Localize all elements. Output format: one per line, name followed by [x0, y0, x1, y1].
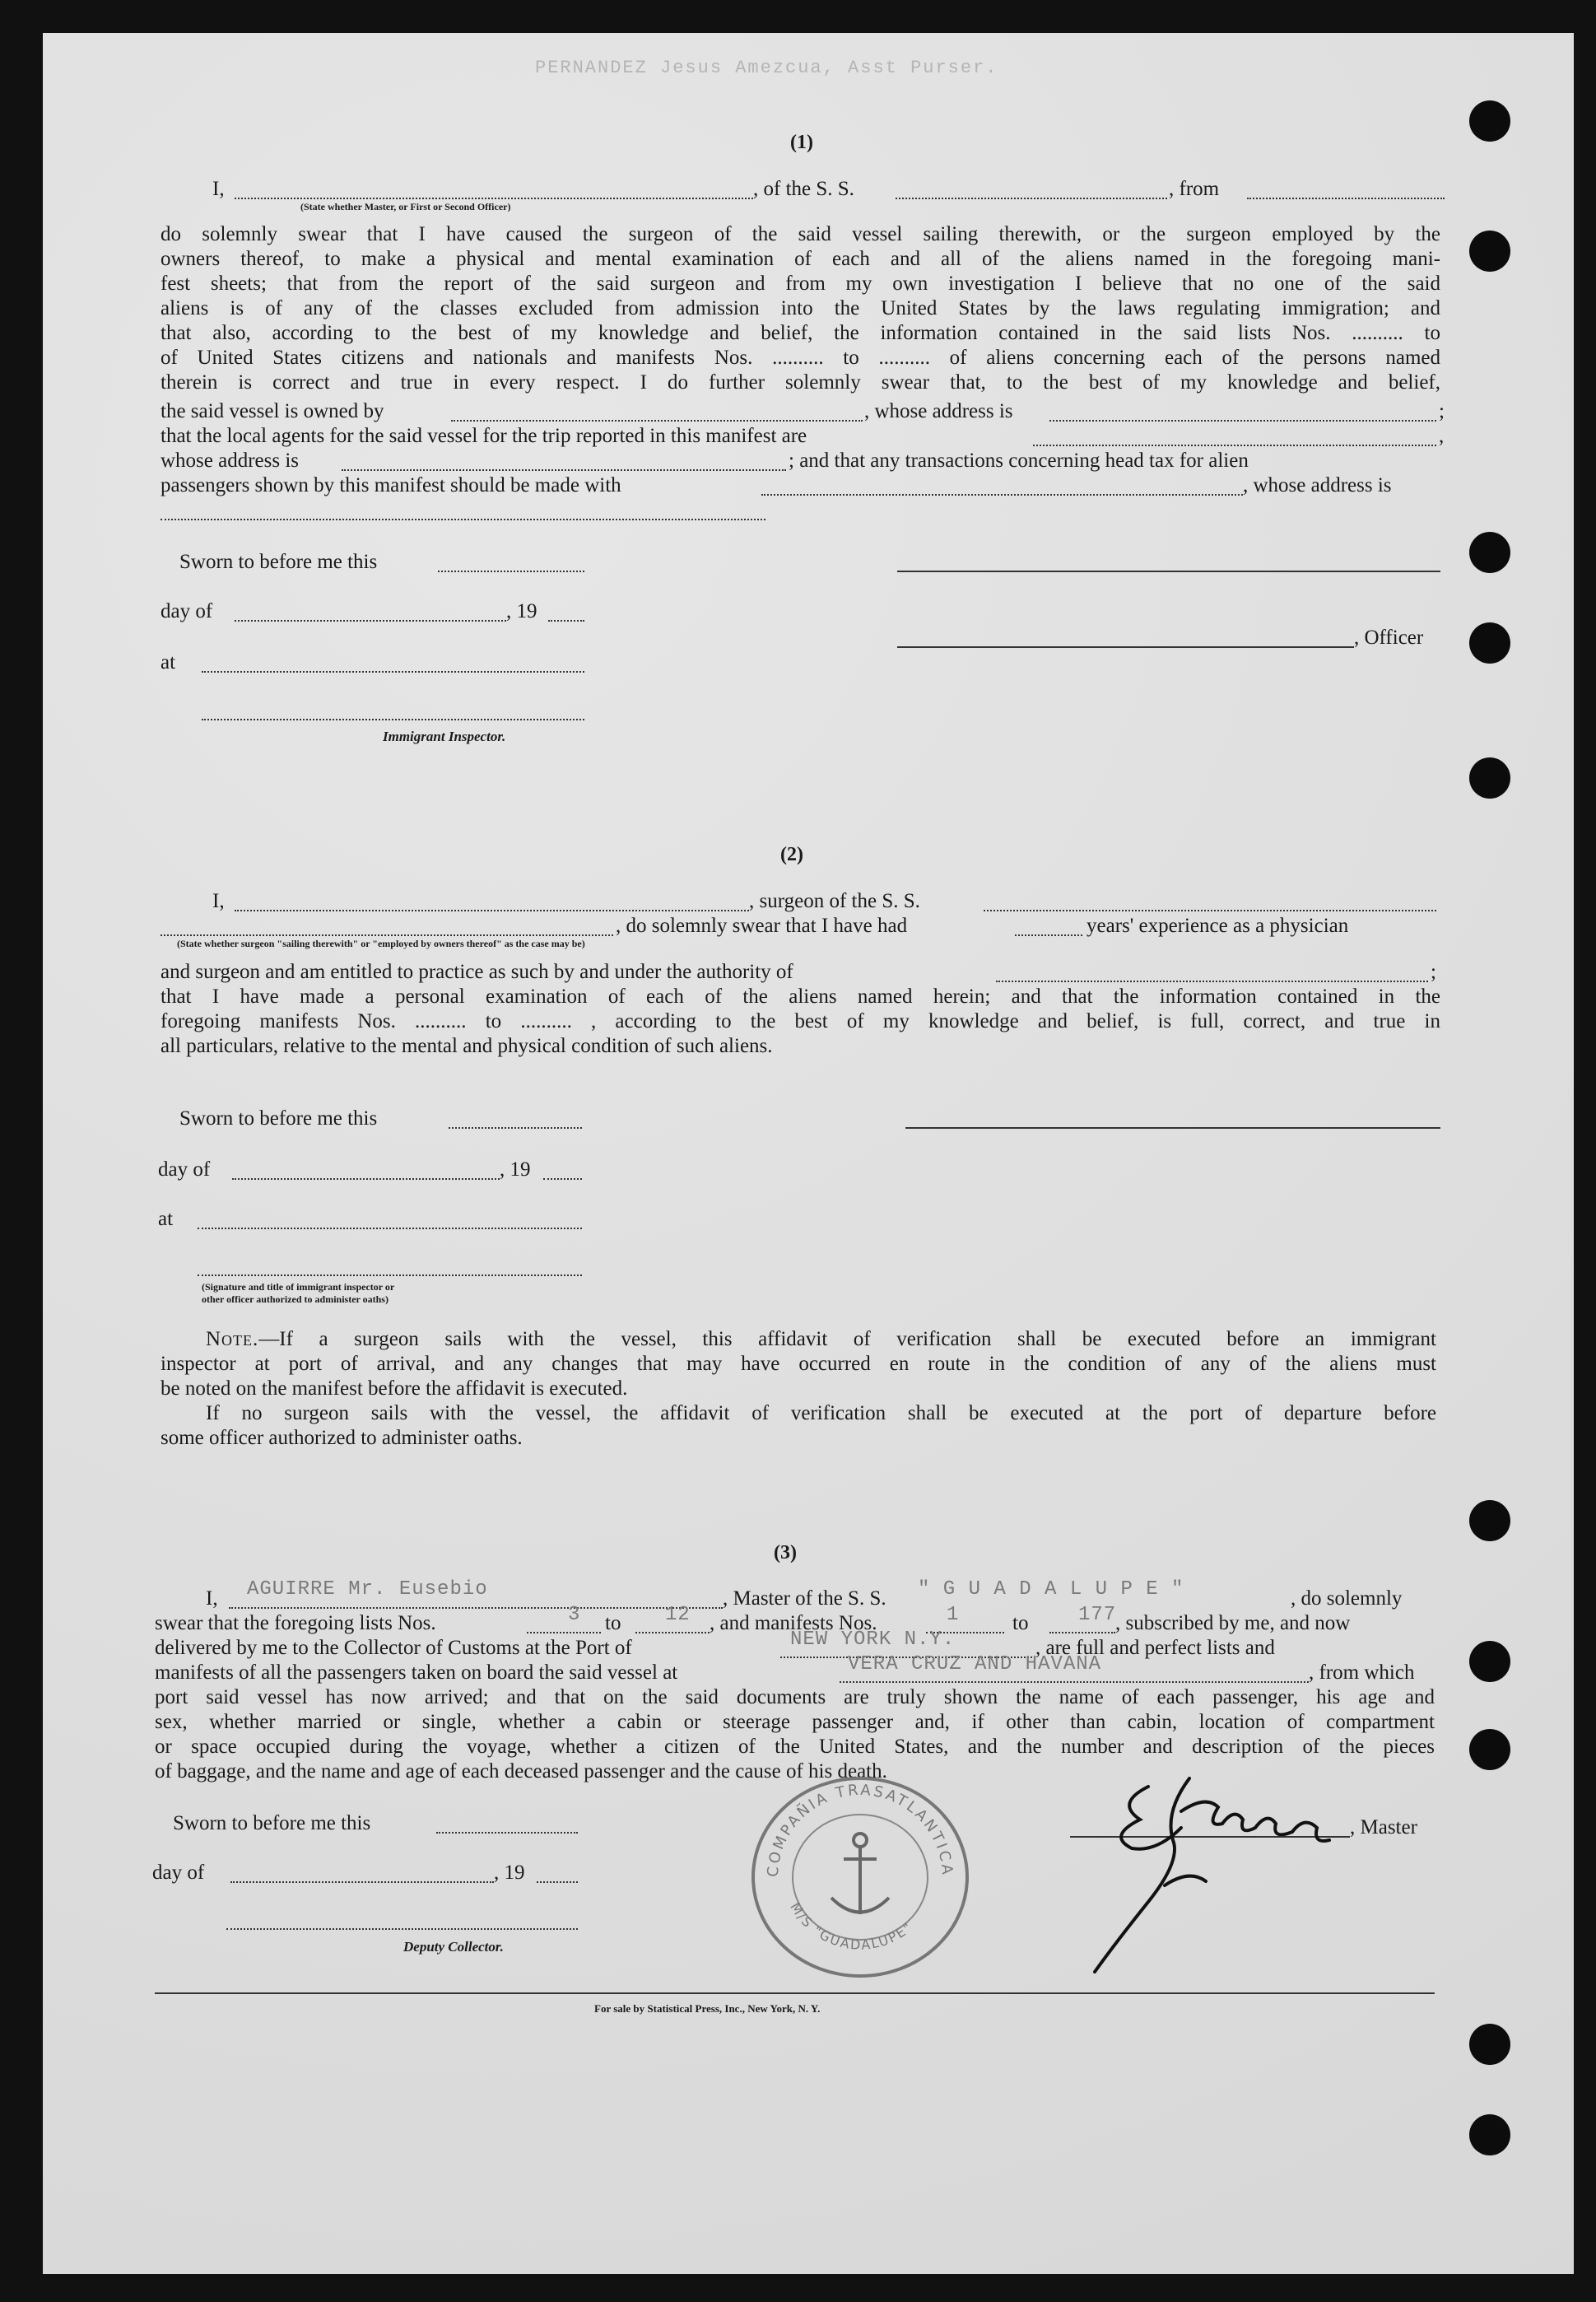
bleed-through-text: PERNANDEZ Jesus Amezcua, Asst Purser. [535, 58, 998, 78]
s1-comma: , [1439, 425, 1445, 447]
note-line: some officer authorized to administer oaths. [161, 1427, 523, 1449]
s2-line: foregoing manifests Nos. .......... to .......... , according to the best of my knowledge and belief, is full, correct, and true in [161, 1010, 1440, 1032]
note-line [161, 1401, 1436, 1426]
s3-19: , 19 [494, 1862, 525, 1884]
s2-line: that I have made a personal examination of each of the aliens named herein; and that the information contained in the [161, 986, 1440, 1008]
stamp-bottom-text: M/S "GUADALUPE" [787, 1899, 916, 1953]
s3-lists-from-blank [527, 1632, 601, 1633]
s2-inspector-line [198, 1274, 582, 1276]
s3-delivered: delivered by me to the Collector of Customs at the Port of [155, 1637, 632, 1659]
s1-line: do solemnly swear that I have caused the surgeon of the said vessel sailing therewith, or the surgeon employed by the [161, 223, 1440, 245]
s1-19: , 19 [506, 600, 537, 622]
s2-I-label: I, [212, 890, 225, 912]
note-line: be noted on the manifest before the affidavit is executed. [161, 1377, 628, 1400]
s1-line: of United States citizens and nationals and manifests Nos. .......... to .......... of aliens concerning each of the persons named [161, 347, 1440, 369]
s2-line: and surgeon and am entitled to practice as such by and under the authority of [161, 961, 793, 983]
s3-name-blank [229, 1607, 723, 1609]
s3-lists-to: 12 [665, 1604, 691, 1626]
note-paragraph [161, 1327, 1436, 1401]
s3-ports-from: VERA CRUZ AND HAVANA [848, 1653, 1102, 1675]
s3-ports-blank [840, 1681, 1309, 1683]
punch-hole [1469, 1641, 1510, 1682]
s1-headtax-blank [761, 494, 1243, 496]
s1-owner-address-blank [1049, 420, 1436, 422]
s1-oath-text [161, 222, 1440, 395]
s3-master: , Master [1350, 1816, 1417, 1838]
punch-hole [1469, 1729, 1510, 1770]
s1-ship-blank [896, 198, 1167, 199]
s1-sworn: Sworn to before me this [179, 551, 378, 573]
s1-at-blank [202, 671, 584, 673]
s2-sworn: Sworn to before me this [179, 1107, 378, 1130]
s1-line: therein is correct and true in every respect. I do further solemnly swear that, to the best of my knowledge and belief, [161, 371, 1440, 394]
s3-man-to-blank [1049, 1632, 1115, 1633]
punch-hole [1469, 2024, 1510, 2065]
s1-officer-line [897, 646, 1354, 648]
s1-line: fest sheets; that from the report of the said surgeon and from my own investigation I believe that no one of the said [161, 273, 1440, 295]
s2-day-of: day of [158, 1158, 211, 1181]
s3-to: to [605, 1612, 621, 1634]
s3-deputy: Deputy Collector. [403, 1939, 504, 1955]
s3-oath-text [155, 1685, 1435, 1759]
note-text: —If a surgeon sails with the vessel, this affidavit of verification shall be executed before an immigrant [258, 1328, 1436, 1350]
s3-sworn: Sworn to before me this [173, 1812, 371, 1834]
s2-state-note: (State whether surgeon "sailing therewith" or "employed by owners thereof" as the case may be) [177, 938, 585, 949]
s2-years-blank [1015, 934, 1082, 936]
s1-at: at [161, 651, 176, 673]
s1-from-blank [1247, 198, 1445, 199]
s3-day-blank [230, 1881, 494, 1883]
s1-agents-blank [1033, 445, 1436, 446]
s1-signature-line [897, 571, 1440, 572]
note-paragraph-2 [161, 1401, 1436, 1451]
s3-lists-to-blank [635, 1632, 710, 1633]
s3-do-solemnly: , do solemnly [1291, 1587, 1403, 1610]
section-2-number: (2) [780, 844, 803, 865]
punch-hole [1469, 231, 1510, 272]
s1-headtax-address-blank [161, 519, 765, 520]
s1-from: , from [1169, 178, 1220, 200]
punch-hole [1469, 100, 1510, 142]
s1-line: that also, according to the best of my knowledge and belief, the information contained in the said lists Nos. .......... to [161, 322, 1440, 344]
s3-line: or space occupied during the voyage, whether a citizen of the United States, and the number and description of the pieces [155, 1736, 1435, 1758]
s2-sig-note-1: (Signature and title of immigrant inspector or [202, 1281, 395, 1293]
note-line [161, 1327, 1436, 1352]
s1-line: owners thereof, to make a physical and mental examination of each and all of the aliens named in the foregoing mani- [161, 248, 1440, 270]
stamp-top-text: COMPAÑIA TRASATLANTICA [764, 1781, 956, 1878]
s2-sig-note-2: other officer authorized to administer oaths) [202, 1293, 389, 1305]
punch-hole [1469, 757, 1510, 799]
s1-state-note: (State whether Master, or First or Second Officer) [300, 201, 511, 212]
section-3-number: (3) [774, 1542, 797, 1563]
s2-at: at [158, 1208, 174, 1230]
s2-do-swear: , do solemnly swear that I have had [616, 915, 908, 937]
s1-line: aliens is of any of the classes excluded from admission into the United States by the laws regulating immigration; and [161, 297, 1440, 319]
s1-agents-address-blank [342, 469, 786, 471]
s1-officer: , Officer [1354, 627, 1424, 649]
s1-semicolon: ; [1439, 400, 1445, 422]
s3-man-from: 1 [947, 1604, 960, 1626]
s2-line: all particulars, relative to the mental and physical condition of such aliens. [161, 1035, 773, 1057]
s3-lists-from: 3 [568, 1604, 581, 1626]
s1-passengers: passengers shown by this manifest should be made with [161, 474, 621, 496]
s1-whose-address-2: whose address is [161, 450, 300, 472]
s2-ship-blank [984, 910, 1436, 911]
s1-officer-blank [235, 198, 753, 199]
section-1-number: (1) [790, 132, 813, 153]
s2-years: years' experience as a physician [1086, 915, 1349, 937]
s1-owner-blank [451, 420, 863, 422]
punch-hole [1469, 2114, 1510, 2155]
punch-hole [1469, 532, 1510, 573]
s1-year-blank [548, 620, 584, 622]
s2-status-blank [161, 934, 613, 936]
s3-to-2: to [1012, 1612, 1029, 1634]
s3-and-manifests: , and manifests Nos. [710, 1612, 877, 1634]
s2-day-blank [232, 1178, 500, 1180]
printer-footer: For sale by Statistical Press, Inc., New York, N. Y. [594, 2002, 821, 2015]
s3-last-line: of baggage, and the name and age of each deceased passenger and the cause of his death. [155, 1760, 887, 1782]
s1-inspector: Immigrant Inspector. [383, 729, 506, 744]
s2-signature-line [905, 1127, 1440, 1129]
s3-from-which: , from which [1309, 1661, 1415, 1684]
s3-subscribed: , subscribed by me, and now [1115, 1612, 1351, 1634]
s3-line: port said vessel has now arrived; and that on the said documents are truly shown the name of each passenger, his age and [155, 1686, 1435, 1708]
s3-manifests-all: manifests of all the passengers taken on board the said vessel at [155, 1661, 678, 1684]
s3-swear-that: swear that the foregoing lists Nos. [155, 1612, 436, 1634]
s2-oath-text [161, 985, 1440, 1059]
s1-day-blank [235, 620, 506, 622]
note-line: inspector at port of arrival, and any changes that may have occurred en route in the condition of any of the aliens must [161, 1353, 1436, 1375]
s1-day-of: day of [161, 600, 213, 622]
s1-whose-address-3: , whose address is [1243, 474, 1392, 496]
s1-of-ss: , of the S. S. [753, 178, 854, 200]
anchor-icon [831, 1834, 889, 1914]
s3-sworn-blank [436, 1832, 578, 1834]
s2-semicolon: ; [1431, 961, 1436, 983]
s3-ship-name: " G U A D A L U P E " [918, 1578, 1184, 1601]
s3-line: sex, whether married or single, whether a cabin or steerage passenger and, if other than cabin, location of compartment [155, 1711, 1435, 1733]
s3-I-label: I, [206, 1587, 218, 1610]
s3-man-to: 177 [1078, 1604, 1117, 1626]
s2-sworn-blank [449, 1127, 582, 1129]
ship-stamp [741, 1762, 979, 1984]
s2-at-blank [198, 1228, 582, 1229]
s1-local-agents: that the local agents for the said vessel for the trip reported in this manifest are [161, 425, 807, 447]
s1-sworn-blank [438, 571, 584, 572]
s3-full-perfect: , are full and perfect lists and [1035, 1637, 1275, 1659]
s2-authority-blank [996, 981, 1428, 982]
s1-I-label: I, [212, 178, 225, 200]
s1-head-tax: ; and that any transactions concerning head tax for alien [789, 450, 1249, 472]
s2-year-blank [543, 1178, 582, 1180]
s2-surgeon-of: , surgeon of the S. S. [749, 890, 920, 912]
s1-owned-by: the said vessel is owned by [161, 400, 384, 422]
s1-inspector-line [202, 719, 584, 720]
s3-master-of: , Master of the S. S. [723, 1587, 886, 1610]
master-signature [1082, 1762, 1395, 1984]
s2-19: , 19 [500, 1158, 531, 1181]
s3-deputy-line [226, 1928, 578, 1930]
s3-day-of: day of [152, 1862, 205, 1884]
s1-whose-address: , whose address is [864, 400, 1013, 422]
bottom-rule [155, 1992, 1435, 1994]
s3-year-blank [537, 1881, 578, 1883]
s2-name-blank [235, 910, 749, 911]
s3-master-name: AGUIRRE Mr. Eusebio [247, 1578, 488, 1601]
s3-port: NEW YORK N.Y. [790, 1629, 956, 1651]
note-text: If no surgeon sails with the vessel, the affidavit of verification shall be executed at the port of departure before [206, 1402, 1436, 1424]
note-label: Note. [206, 1328, 259, 1350]
punch-hole [1469, 622, 1510, 664]
punch-hole [1469, 1500, 1510, 1541]
